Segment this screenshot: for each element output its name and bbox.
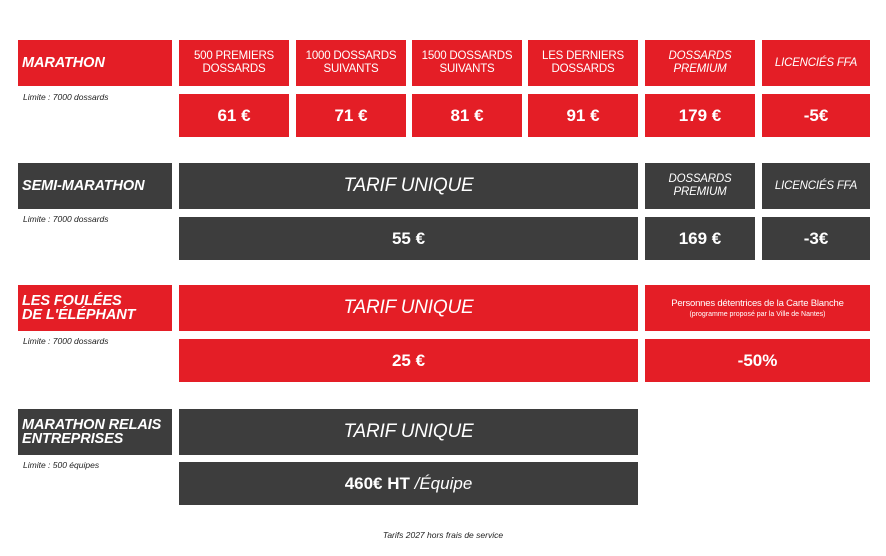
semi-price-licencies: -3€ bbox=[762, 217, 870, 260]
marathon-header-5-text: DOSSARDS PREMIUM bbox=[668, 50, 732, 75]
marathon-header-6-text: LICENCIÉS FFA bbox=[774, 56, 858, 69]
foulees-title-line2: DE L'ÉLÉPHANT bbox=[22, 307, 136, 323]
marathon-header-premium bbox=[645, 40, 755, 86]
foulees-limit: Limite : 7000 dossards bbox=[23, 336, 109, 346]
foulees-carte-title: Personnes détentrices de la Carte Blanche bbox=[671, 297, 844, 309]
relais-title bbox=[18, 409, 172, 455]
relais-tarif-unique: TARIF UNIQUE bbox=[179, 409, 638, 455]
semi-limit: Limite : 7000 dossards bbox=[23, 214, 109, 224]
semi-title bbox=[18, 163, 172, 209]
footnote: Tarifs 2027 hors frais de service bbox=[382, 530, 504, 540]
semi-title-text: SEMI-MARATHON bbox=[22, 178, 145, 194]
marathon-price-4: 91 € bbox=[528, 94, 638, 137]
semi-header-licencies bbox=[762, 163, 870, 209]
semi-price: 55 € bbox=[179, 217, 638, 260]
semi-price-premium: 169 € bbox=[645, 217, 755, 260]
foulees-title bbox=[18, 285, 172, 331]
marathon-title-text: MARATHON bbox=[22, 55, 105, 71]
foulees-carte-price: -50% bbox=[645, 339, 870, 382]
semi-tarif-unique: TARIF UNIQUE bbox=[179, 163, 638, 209]
marathon-price-1: 61 € bbox=[179, 94, 289, 137]
relais-price bbox=[179, 462, 638, 505]
relais-price-value: 460€ HT bbox=[344, 473, 410, 493]
marathon-price-licencies: -5€ bbox=[762, 94, 870, 137]
marathon-header-3-text: 1500 DOSSARDS SUIVANTS bbox=[421, 50, 513, 75]
semi-header-premium bbox=[645, 163, 755, 209]
marathon-header-4 bbox=[528, 40, 638, 86]
foulees-carte-blanche-header bbox=[645, 285, 870, 331]
marathon-price-premium: 179 € bbox=[645, 94, 755, 137]
foulees-title-line1: LES FOULÉES bbox=[22, 293, 122, 309]
marathon-header-2-text: 1000 DOSSARDS SUIVANTS bbox=[305, 50, 397, 75]
foulees-tarif-unique: TARIF UNIQUE bbox=[179, 285, 638, 331]
marathon-header-4-text: LES DERNIERS DOSSARDS bbox=[542, 50, 624, 75]
marathon-header-1-text: 500 PREMIERS DOSSARDS bbox=[193, 50, 275, 75]
foulees-carte-sub: (programme proposé par la Ville de Nantes) bbox=[689, 310, 826, 318]
marathon-price-3: 81 € bbox=[412, 94, 522, 137]
relais-title-line2: ENTREPRISES bbox=[22, 431, 124, 447]
marathon-header-1 bbox=[179, 40, 289, 86]
marathon-price-2: 71 € bbox=[296, 94, 406, 137]
marathon-header-3 bbox=[412, 40, 522, 86]
relais-limit: Limite : 500 équipes bbox=[23, 460, 100, 470]
relais-price-suffix: /Équipe bbox=[414, 473, 473, 493]
semi-header-licencies-text: LICENCIÉS FFA bbox=[774, 179, 858, 192]
marathon-limit: Limite : 7000 dossards bbox=[23, 92, 109, 102]
marathon-header-2 bbox=[296, 40, 406, 86]
marathon-header-licencies bbox=[762, 40, 870, 86]
foulees-price: 25 € bbox=[179, 339, 638, 382]
semi-header-premium-text: DOSSARDS PREMIUM bbox=[668, 173, 732, 198]
relais-title-line1: MARATHON RELAIS bbox=[22, 417, 162, 433]
marathon-title bbox=[18, 40, 172, 86]
